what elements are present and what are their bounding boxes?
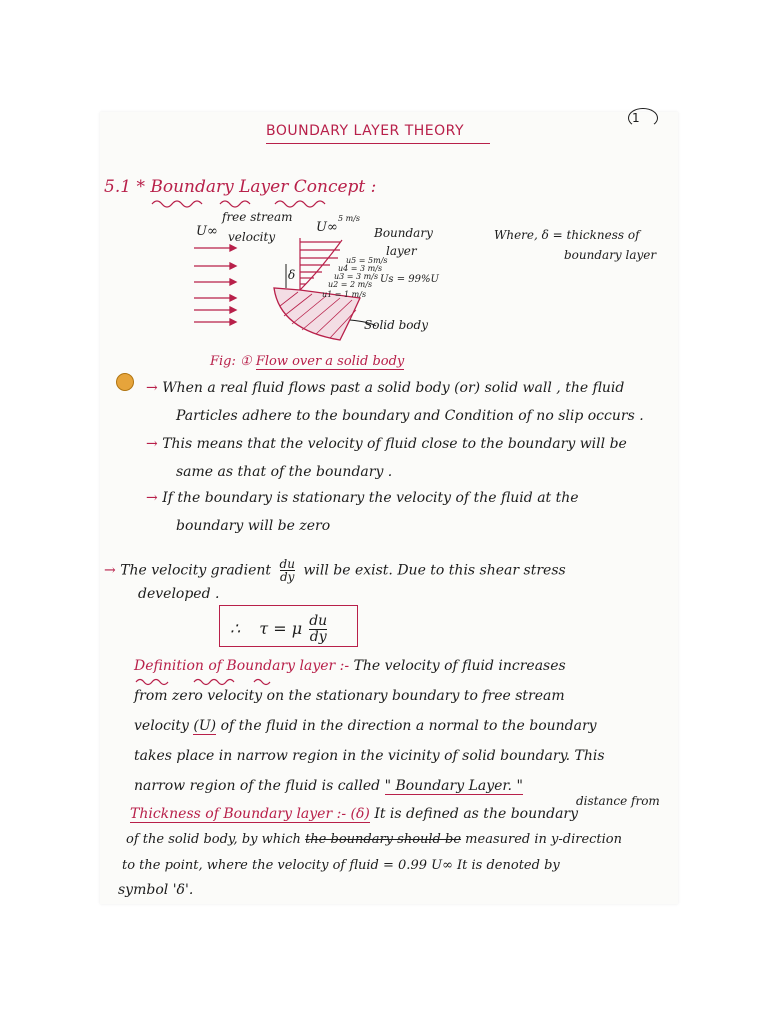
bullet-2-line1 bbox=[146, 436, 627, 452]
title-underline bbox=[266, 143, 490, 144]
where-note-line2: boundary layer bbox=[564, 248, 657, 262]
u3-label: u3 = 3 m/s bbox=[334, 272, 379, 281]
bullet-1-line1 bbox=[146, 380, 624, 396]
therefore-symbol: ∴ bbox=[230, 619, 241, 638]
section-heading-underline bbox=[150, 198, 360, 210]
section-star: * bbox=[136, 177, 145, 197]
definition-text5a: narrow region of the fluid is called bbox=[134, 778, 381, 794]
bullet-3-line1 bbox=[146, 490, 579, 506]
definition-line1 bbox=[134, 658, 566, 674]
formula-fraction bbox=[309, 614, 327, 645]
section-number: 5.1 bbox=[104, 177, 132, 197]
thickness-line3: to the point, where the velocity of fluid = 0.99 U∞ It is denoted by bbox=[122, 858, 560, 873]
du-dy-fraction bbox=[280, 558, 295, 583]
definition-text3a: velocity bbox=[134, 718, 189, 734]
thickness-line1 bbox=[130, 806, 578, 822]
thickness-heading: Thickness of Boundary layer :- (δ) bbox=[130, 806, 370, 822]
definition-line5 bbox=[134, 778, 523, 794]
definition-text1: The velocity of fluid increases bbox=[353, 658, 566, 674]
bullet-3-line2: boundary will be zero bbox=[176, 518, 331, 534]
free-stream-label: free stream bbox=[222, 210, 293, 224]
bullet-1-line2: Particles adhere to the boundary and Condition of no slip occurs . bbox=[176, 408, 644, 424]
bullet-2-line2: same as that of the boundary . bbox=[176, 464, 393, 480]
caption-prefix: Fig: ① bbox=[210, 354, 252, 369]
shear-stress-formula bbox=[230, 614, 327, 645]
u2-label: u2 = 2 m/s bbox=[328, 280, 373, 289]
dy-label: dy bbox=[279, 570, 295, 584]
gradient-text-b: will be exist. Due to this shear stress bbox=[303, 562, 566, 579]
section-heading bbox=[104, 177, 376, 197]
gradient-arrow: → bbox=[104, 562, 116, 579]
page-number: 1 bbox=[632, 111, 640, 125]
definition-u-symbol: (U) bbox=[193, 718, 217, 734]
u4-label: u4 = 3 m/s bbox=[338, 264, 383, 273]
thickness-line2 bbox=[126, 832, 622, 847]
boundary-label: Boundary bbox=[374, 226, 433, 240]
solid-body-label: Solid body bbox=[364, 318, 428, 332]
thickness-text2b: measured in y-direction bbox=[465, 832, 622, 847]
bullet-2-text1: This means that the velocity of fluid close to the boundary will be bbox=[162, 436, 627, 452]
thickness-margin-note: distance from bbox=[576, 794, 660, 808]
definition-line3 bbox=[134, 718, 597, 734]
layer-label: layer bbox=[386, 244, 417, 258]
formula-num: du bbox=[309, 613, 328, 629]
bullet-3-arrow: → bbox=[146, 490, 158, 506]
gradient-line2: developed . bbox=[138, 586, 220, 602]
definition-heading-underline bbox=[134, 677, 374, 687]
figure-caption bbox=[210, 354, 404, 369]
gradient-text-a: The velocity gradient bbox=[120, 562, 272, 579]
us-99-label: Us = 99%U bbox=[380, 274, 439, 285]
definition-line2: from zero velocity on the stationary boundary to free stream bbox=[134, 688, 565, 704]
highlight-dot bbox=[116, 373, 134, 391]
du-label: du bbox=[279, 557, 295, 571]
u5-label: u5 = 5m/s bbox=[346, 256, 388, 265]
definition-text3b: of the fluid in the direction a normal to the boundary bbox=[220, 718, 597, 734]
gradient-line1 bbox=[104, 558, 566, 583]
thickness-line4: symbol 'δ'. bbox=[118, 882, 194, 898]
u-inf-top-label: U∞ bbox=[316, 220, 338, 235]
bullet-1-arrow: → bbox=[146, 380, 158, 396]
velocity-label: velocity bbox=[228, 230, 276, 244]
boundary-layer-term: " Boundary Layer. " bbox=[384, 778, 523, 794]
formula-lhs: τ = μ bbox=[259, 619, 303, 638]
thickness-strikethrough: the boundary should be bbox=[305, 832, 462, 847]
definition-line4: takes place in narrow region in the vicinity of solid boundary. This bbox=[134, 748, 605, 764]
definition-heading: Definition of Boundary layer :- bbox=[134, 658, 350, 674]
bullet-2-arrow: → bbox=[146, 436, 158, 452]
bullet-3-text1: If the boundary is stationary the velocity of the fluid at the bbox=[162, 490, 579, 506]
free-stream-arrows bbox=[194, 245, 236, 325]
page-title: BOUNDARY LAYER THEORY bbox=[266, 123, 465, 139]
caption-text: Flow over a solid body bbox=[255, 354, 405, 369]
formula-den: dy bbox=[309, 629, 327, 645]
delta-label: δ bbox=[288, 268, 296, 282]
u1-label: u1 = 1 m/s bbox=[322, 290, 367, 299]
thickness-text2a: of the solid body, by which bbox=[126, 832, 301, 847]
bullet-1-text1: When a real fluid flows past a solid body (or) solid wall , the fluid bbox=[162, 380, 625, 396]
thickness-text1: It is defined as the boundary bbox=[374, 806, 579, 822]
free-stream-u-label: U∞ bbox=[196, 224, 218, 239]
where-note-line1: Where, δ = thickness of bbox=[494, 228, 640, 242]
five-ms-label: 5 m/s bbox=[338, 214, 361, 223]
section-title: Boundary Layer Concept : bbox=[150, 177, 377, 197]
